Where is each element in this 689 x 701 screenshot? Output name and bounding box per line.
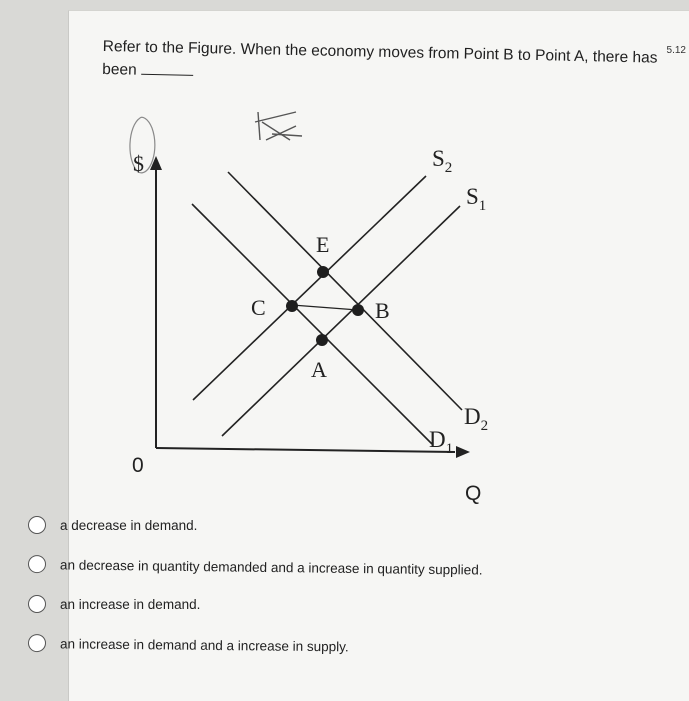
y-axis-label: $ bbox=[133, 151, 144, 176]
option-3-label: an increase in demand. bbox=[60, 596, 201, 612]
option-4[interactable] bbox=[28, 634, 349, 655]
x-axis-arrow bbox=[456, 446, 470, 458]
point-e-dot bbox=[317, 266, 329, 278]
x-axis-label: Q bbox=[465, 482, 482, 505]
option-4-radio[interactable] bbox=[28, 634, 46, 652]
question-number: 5.12 bbox=[666, 45, 686, 56]
option-2-label: an decrease in quantity demanded and a increase in quantity supplied. bbox=[59, 556, 483, 578]
guide-line-c-b bbox=[292, 305, 358, 310]
label-d1: $D_1$ bbox=[429, 427, 454, 457]
label-e: E bbox=[316, 232, 330, 257]
origin-label: 0 bbox=[132, 454, 144, 477]
axes bbox=[150, 156, 470, 458]
demand-curve-d1 bbox=[192, 204, 432, 444]
pencil-cross-scribble bbox=[255, 112, 302, 140]
option-4-label: an increase in demand and a increase in supply. bbox=[59, 635, 349, 654]
label-s1: $S_1$ bbox=[466, 184, 487, 214]
x-axis bbox=[156, 448, 455, 452]
label-a: A bbox=[311, 357, 327, 382]
point-b-dot bbox=[352, 304, 364, 316]
supply-curve-s1 bbox=[222, 206, 460, 436]
point-c-dot bbox=[286, 300, 298, 312]
option-1-label: a decrease in demand. bbox=[60, 517, 198, 533]
supply-curve-s2 bbox=[193, 176, 426, 400]
option-3[interactable] bbox=[28, 595, 200, 613]
point-a-dot bbox=[316, 334, 328, 346]
option-1-radio[interactable] bbox=[28, 516, 46, 534]
question-prompt: Refer to the Figure. When the economy moves from Point B to Point A, there has been bbox=[102, 37, 658, 79]
label-s2: $S_2$ bbox=[432, 146, 453, 176]
option-1[interactable] bbox=[28, 516, 197, 534]
demand-curve-d2 bbox=[228, 172, 462, 410]
option-2-radio[interactable] bbox=[28, 555, 46, 573]
label-d2: $D_2$ bbox=[464, 404, 489, 434]
option-3-radio[interactable] bbox=[28, 595, 46, 613]
label-b: B bbox=[375, 298, 390, 323]
label-c: C bbox=[251, 295, 266, 320]
